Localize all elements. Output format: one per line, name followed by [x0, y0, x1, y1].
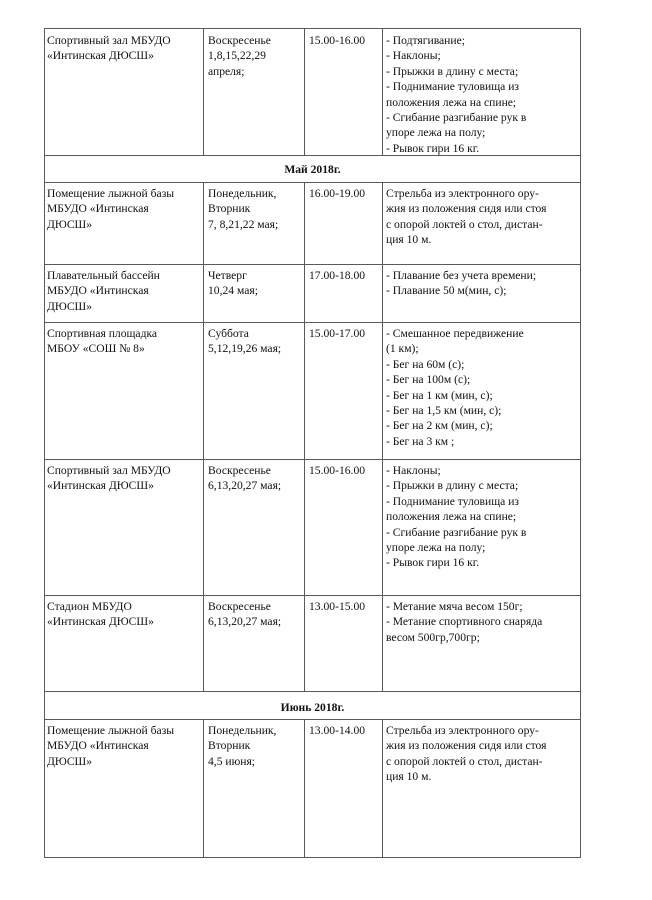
cell-place: Спортивный зал МБУДО «Интинская ДЮСШ»	[47, 34, 171, 63]
row-divider	[44, 595, 581, 596]
column-divider	[203, 182, 204, 691]
cell-tests: - Наклоны; - Прыжки в длину с места; - Поднимание туловища из положения лежа на спине; - Сгибание разгибание рук в упоре лежа на полу; - Рывок гири 16 кг.	[386, 464, 527, 570]
cell-time: 13.00-15.00	[309, 600, 366, 613]
column-divider	[304, 28, 305, 155]
cell-place: Стадион МБУДО «Интинская ДЮСШ»	[47, 600, 154, 629]
month-header-june: Июнь 2018г.	[280, 701, 345, 714]
cell-days: Понедельник, Вторник 7, 8,21,22 мая;	[208, 187, 279, 231]
cell-days: Воскресенье 1,8,15,22,29 апреля;	[208, 34, 271, 78]
row-divider	[44, 182, 581, 183]
cell-place: Помещение лыжной базы МБУДО «Интинская ДЮСШ»	[47, 724, 175, 768]
cell-tests: - Плавание без учета времени; - Плавание 50 м(мин, с);	[386, 269, 537, 298]
cell-tests: - Метание мяча весом 150г; - Метание спортивного снаряда весом 500гр,700гр;	[386, 600, 543, 644]
column-divider	[304, 182, 305, 691]
month-header-may: Май 2018г.	[284, 163, 341, 176]
column-divider	[304, 719, 305, 857]
cell-place: Плавательный бассейн МБУДО «Интинская ДЮСШ»	[47, 269, 160, 313]
cell-time: 15.00-17.00	[309, 327, 366, 340]
cell-place: Спортивный зал МБУДО «Интинская ДЮСШ»	[47, 464, 171, 493]
cell-tests: Стрельба из электронного ору- жия из положения сидя или стоя с опорой локтей о стол, дистан- ция 10 м.	[386, 187, 547, 247]
column-divider	[382, 28, 383, 155]
table-border-right	[580, 28, 581, 857]
cell-time: 17.00-18.00	[309, 269, 366, 282]
row-divider	[44, 719, 581, 720]
row-divider	[44, 691, 581, 692]
table-border-left	[44, 28, 45, 857]
column-divider	[203, 719, 204, 857]
cell-days: Воскресенье 6,13,20,27 мая;	[208, 600, 282, 629]
cell-place: Спортивная площадка МБОУ «СОШ № 8»	[47, 327, 158, 356]
cell-time: 15.00-16.00	[309, 34, 366, 47]
cell-time: 13.00-14.00	[309, 724, 366, 737]
cell-place: Помещение лыжной базы МБУДО «Интинская ДЮСШ»	[47, 187, 175, 231]
row-divider	[44, 322, 581, 323]
column-divider	[382, 182, 383, 691]
cell-days: Суббота 5,12,19,26 мая;	[208, 327, 282, 356]
row-divider	[44, 857, 581, 858]
row-divider	[44, 459, 581, 460]
row-divider	[44, 264, 581, 265]
cell-days: Понедельник, Вторник 4,5 июня;	[208, 724, 277, 768]
cell-time: 15.00-16.00	[309, 464, 366, 477]
cell-time: 16.00-19.00	[309, 187, 366, 200]
cell-days: Воскресенье 6,13,20,27 мая;	[208, 464, 282, 493]
cell-tests: - Подтягивание; - Наклоны; - Прыжки в длину с места; - Поднимание туловища из положения лежа на спине; - Сгибание разгибание рук в упоре лежа на полу; - Рывок гири 16 кг.	[386, 34, 527, 155]
cell-days: Четверг 10,24 мая;	[208, 269, 258, 298]
row-divider	[44, 28, 581, 29]
column-divider	[203, 28, 204, 155]
cell-tests: Стрельба из электронного ору- жия из положения сидя или стоя с опорой локтей о стол, дистан- ция 10 м.	[386, 724, 547, 784]
cell-tests: - Смешанное передвижение (1 км); - Бег на 60м (с); - Бег на 100м (с); - Бег на 1 км (мин, с); - Бег на 1,5 км (мин, с); - Бег на 2 км (мин, с); - Бег на 3 км ;	[386, 327, 524, 448]
column-divider	[382, 719, 383, 857]
